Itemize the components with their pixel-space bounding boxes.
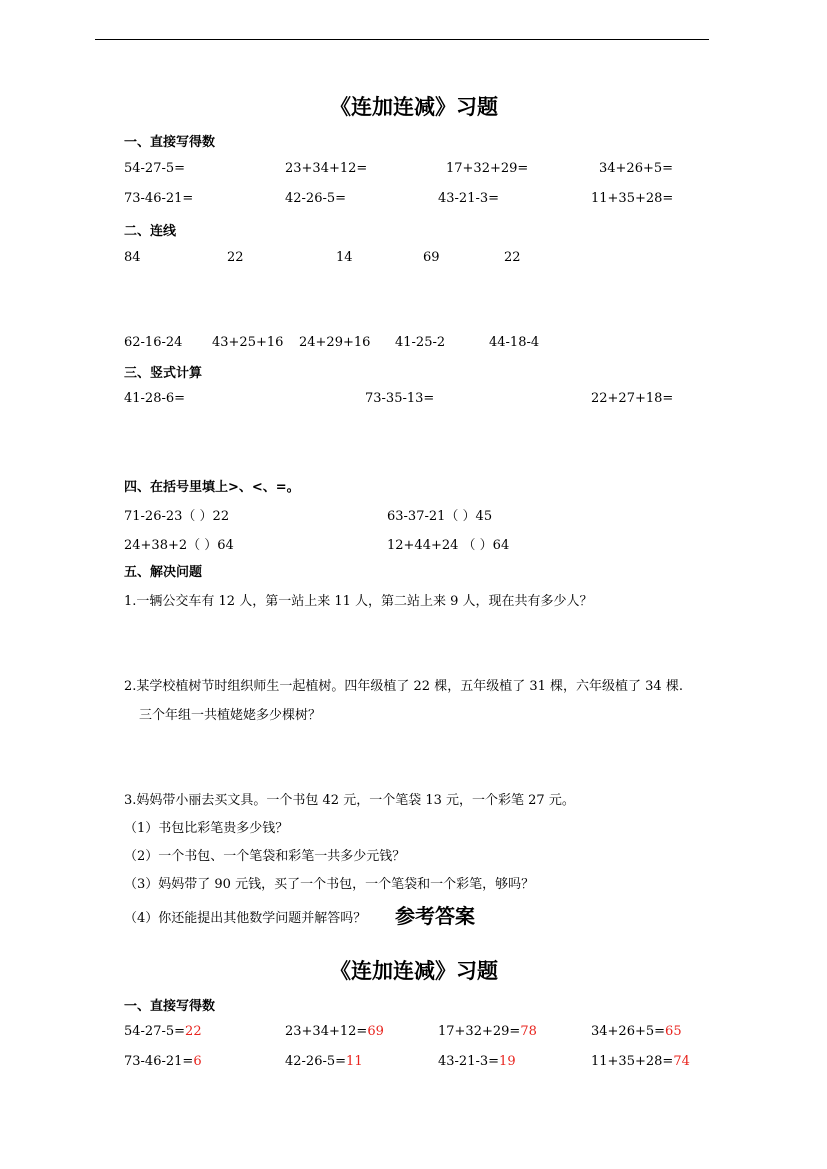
problem-1: 1.一辆公交车有 12 人，第一站上来 11 人，第二站上来 9 人，现在共有多少人？: [124, 594, 593, 609]
problem-3-q3: （3）妈妈带了 90 元钱，买了一个书包，一个笔袋和一个彩笔，够吗？: [124, 877, 535, 892]
section-3-heading: 三、竖式计算: [124, 366, 203, 381]
s1-item: 73-46-21=: [124, 191, 194, 206]
answer-question: 11+35+28=: [591, 1054, 674, 1069]
header-rule: [95, 39, 709, 40]
answer-item: [591, 1024, 682, 1039]
answer-value: 19: [499, 1054, 516, 1069]
match-number: 84: [124, 250, 141, 265]
answer-value: 69: [367, 1024, 384, 1039]
match-expression: 41-25-2: [395, 335, 446, 350]
answer-question: 73-46-21=: [124, 1054, 194, 1069]
match-number: 22: [504, 250, 521, 265]
answer-key-section: 一、直接写得数: [124, 999, 216, 1014]
section-5-heading: 五、解决问题: [124, 565, 203, 580]
answer-value: 74: [673, 1054, 690, 1069]
answer-item: [285, 1054, 363, 1069]
compare-item: 63-37-21（ ）45: [387, 509, 493, 524]
problem-3-q4: （4）你还能提出其他数学问题并解答吗？: [124, 911, 367, 926]
vertical-calc-item: 22+27+18=: [591, 391, 674, 406]
problem-3-q2: （2）一个书包、一个笔袋和彩笔一共多少元钱？: [124, 849, 406, 864]
match-expression: 44-18-4: [489, 335, 540, 350]
answer-value: 78: [520, 1024, 537, 1039]
match-expression: 24+29+16: [299, 335, 371, 350]
answer-key-heading: 参考答案: [395, 904, 475, 928]
answer-item: [438, 1054, 516, 1069]
answer-question: 54-27-5=: [124, 1024, 186, 1039]
compare-item: 24+38+2（ ）64: [124, 538, 234, 553]
match-number: 14: [336, 250, 353, 265]
answer-question: 17+32+29=: [438, 1024, 521, 1039]
section-1-heading: 一、直接写得数: [124, 135, 216, 150]
match-expression: 43+25+16: [212, 335, 284, 350]
match-number: 22: [227, 250, 244, 265]
s1-item: 11+35+28=: [591, 191, 674, 206]
answer-item: [591, 1054, 690, 1069]
s1-item: 43-21-3=: [438, 191, 500, 206]
answer-question: 42-26-5=: [285, 1054, 347, 1069]
answer-item: [438, 1024, 537, 1039]
problem-2-cont: 三个年组一共植姥姥多少棵树？: [139, 708, 322, 723]
section-4-heading: 四、在括号里填上>、<、=。: [124, 480, 300, 495]
s1-item: 17+32+29=: [446, 161, 529, 176]
vertical-calc-item: 41-28-6=: [124, 391, 186, 406]
answer-item: [124, 1024, 202, 1039]
section-2-heading: 二、连线: [124, 224, 177, 239]
match-expression: 62-16-24: [124, 335, 183, 350]
answer-item: [285, 1024, 384, 1039]
answer-question: 23+34+12=: [285, 1024, 368, 1039]
s1-item: 42-26-5=: [285, 191, 347, 206]
match-number: 69: [423, 250, 440, 265]
answer-value: 65: [665, 1024, 682, 1039]
problem-2: 2.某学校植树节时组织师生一起植树。四年级植了 22 棵，五年级植了 31 棵，六年级植了 34 棵.: [124, 679, 683, 694]
answer-value: 11: [346, 1054, 363, 1069]
s1-item: 54-27-5=: [124, 161, 186, 176]
problem-3: 3.妈妈带小丽去买文具。一个书包 42 元，一个笔袋 13 元，一个彩笔 27 元。: [124, 793, 575, 808]
vertical-calc-item: 73-35-13=: [365, 391, 435, 406]
answer-item: [124, 1054, 202, 1069]
s1-item: 23+34+12=: [285, 161, 368, 176]
page-title: 《连加连减》习题: [330, 95, 498, 119]
answer-value: 22: [185, 1024, 202, 1039]
s1-item: 34+26+5=: [599, 161, 674, 176]
answer-key-title: 《连加连减》习题: [330, 959, 498, 983]
compare-item: 12+44+24 （ ）64: [387, 538, 510, 553]
answer-question: 43-21-3=: [438, 1054, 500, 1069]
answer-question: 34+26+5=: [591, 1024, 666, 1039]
compare-item: 71-26-23（ ）22: [124, 509, 230, 524]
problem-3-q1: （1）书包比彩笔贵多少钱？: [124, 821, 289, 836]
answer-value: 6: [193, 1054, 202, 1069]
